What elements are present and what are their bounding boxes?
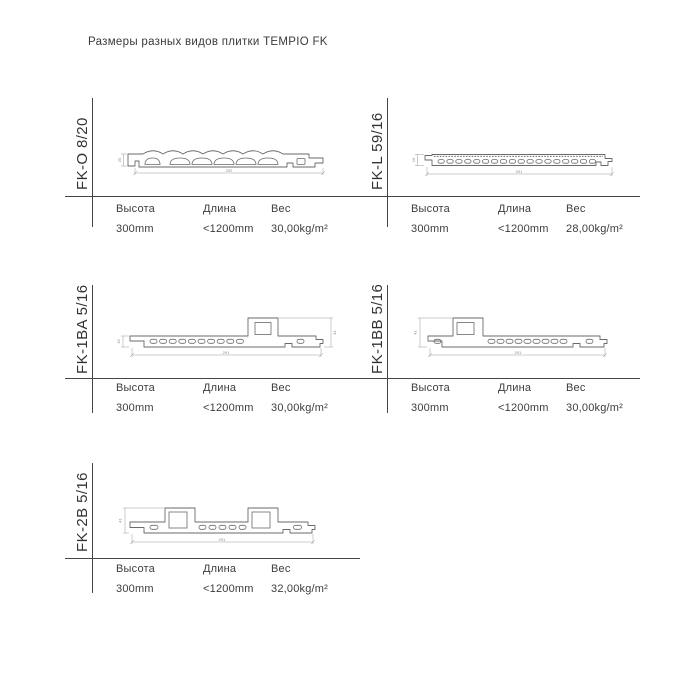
section-label: FK-1BA 5/16 bbox=[74, 284, 91, 374]
section-horizontal-rule bbox=[360, 378, 640, 379]
value-weight: 30,00kg/m² bbox=[271, 402, 329, 414]
value-length: <1200mm bbox=[203, 223, 254, 235]
box-inner bbox=[255, 323, 271, 335]
col-header-length: Длина bbox=[203, 382, 237, 394]
col-header-weight: Вес bbox=[271, 203, 291, 215]
thickness-dimension-line bbox=[415, 155, 424, 166]
width-dimension-label: 291 bbox=[222, 349, 230, 355]
arch-hole bbox=[170, 158, 190, 165]
section-horizontal-rule bbox=[65, 378, 360, 379]
col-header-length: Длина bbox=[203, 203, 237, 215]
rect-hole bbox=[297, 159, 305, 165]
width-dimension-label: 291 bbox=[515, 168, 523, 174]
profile-drawing-fk-1bb bbox=[408, 306, 643, 361]
value-height: 300mm bbox=[411, 402, 449, 414]
thickness-dimension-label: 16 bbox=[116, 339, 121, 344]
box-height-dimension-label: 41 bbox=[332, 330, 337, 335]
box-inner bbox=[252, 512, 270, 528]
profile-outline bbox=[428, 318, 607, 347]
col-header-length: Длина bbox=[498, 382, 532, 394]
section-fk-l bbox=[360, 95, 640, 240]
profile-drawing-fk-o bbox=[118, 146, 333, 186]
arch-hole bbox=[258, 158, 278, 165]
section-label: FK-O 8/20 bbox=[74, 117, 91, 190]
thickness-dimension-line bbox=[121, 336, 129, 347]
value-height: 300mm bbox=[116, 402, 154, 414]
width-dimension-label: 292 bbox=[225, 167, 233, 173]
col-header-length: Длина bbox=[203, 563, 237, 575]
box-height-dimension-label: 41 bbox=[117, 518, 123, 523]
value-weight: 30,00kg/m² bbox=[566, 402, 624, 414]
col-header-height: Высота bbox=[116, 382, 155, 394]
section-fk-2b bbox=[65, 460, 360, 600]
slot-holes bbox=[438, 160, 596, 164]
slot-holes bbox=[150, 339, 304, 343]
section-vertical-rule bbox=[92, 98, 93, 227]
value-weight: 32,00kg/m² bbox=[271, 583, 329, 595]
thickness-dimension-label: 20 bbox=[117, 157, 122, 163]
value-length: <1200mm bbox=[203, 402, 254, 414]
col-header-height: Высота bbox=[411, 382, 450, 394]
value-length: <1200mm bbox=[498, 402, 549, 414]
width-dimension-label: 291 bbox=[218, 536, 226, 542]
profile-drawing-fk-l bbox=[412, 148, 637, 184]
section-fk-1bb bbox=[360, 282, 640, 422]
section-horizontal-rule bbox=[65, 196, 360, 197]
section-vertical-rule bbox=[387, 285, 388, 413]
col-header-height: Высота bbox=[116, 203, 155, 215]
profile-drawing-fk-1ba bbox=[112, 306, 347, 361]
arch-hole bbox=[236, 158, 256, 165]
value-length: <1200mm bbox=[203, 583, 254, 595]
col-header-weight: Вес bbox=[271, 382, 291, 394]
value-weight: 30,00kg/m² bbox=[271, 223, 329, 235]
col-header-height: Высота bbox=[411, 203, 450, 215]
section-vertical-rule bbox=[92, 463, 93, 593]
col-header-length: Длина bbox=[498, 203, 532, 215]
section-horizontal-rule bbox=[65, 558, 360, 559]
col-header-weight: Вес bbox=[566, 203, 586, 215]
profile-drawing-fk-2b bbox=[112, 498, 347, 558]
slot-holes bbox=[434, 339, 593, 343]
box-inner bbox=[457, 323, 474, 335]
box-height-dimension-line bbox=[279, 318, 333, 347]
box-height-dimension-label: 41 bbox=[412, 330, 418, 335]
col-header-height: Высота bbox=[116, 563, 155, 575]
slot-holes bbox=[150, 525, 302, 529]
width-dimension-label: 291 bbox=[514, 349, 522, 355]
section-label: FK-1BB 5/16 bbox=[369, 283, 386, 374]
value-length: <1200mm bbox=[498, 223, 549, 235]
section-fk-1ba bbox=[65, 282, 360, 422]
section-horizontal-rule bbox=[360, 196, 640, 197]
section-fk-o bbox=[65, 95, 360, 240]
box-height-dimension-line bbox=[123, 508, 164, 533]
value-weight: 28,00kg/m² bbox=[566, 223, 624, 235]
arch-hole bbox=[145, 158, 160, 165]
col-header-weight: Вес bbox=[271, 563, 291, 575]
page-title: Размеры разных видов плитки TEMPIO FK bbox=[88, 36, 328, 48]
value-height: 300mm bbox=[411, 223, 449, 235]
value-height: 300mm bbox=[116, 583, 154, 595]
section-vertical-rule bbox=[387, 98, 388, 227]
value-height: 300mm bbox=[116, 223, 154, 235]
section-vertical-rule bbox=[92, 285, 93, 413]
thickness-dimension-label: 16 bbox=[411, 157, 416, 163]
section-label: FK-2B 5/16 bbox=[74, 472, 91, 552]
arch-hole bbox=[192, 158, 212, 165]
box-inner bbox=[169, 512, 187, 528]
col-header-weight: Вес bbox=[566, 382, 586, 394]
arch-hole bbox=[214, 158, 234, 165]
section-label: FK-L 59/16 bbox=[369, 112, 386, 190]
box-height-dimension-line bbox=[418, 318, 452, 347]
profile-outline bbox=[130, 318, 323, 347]
